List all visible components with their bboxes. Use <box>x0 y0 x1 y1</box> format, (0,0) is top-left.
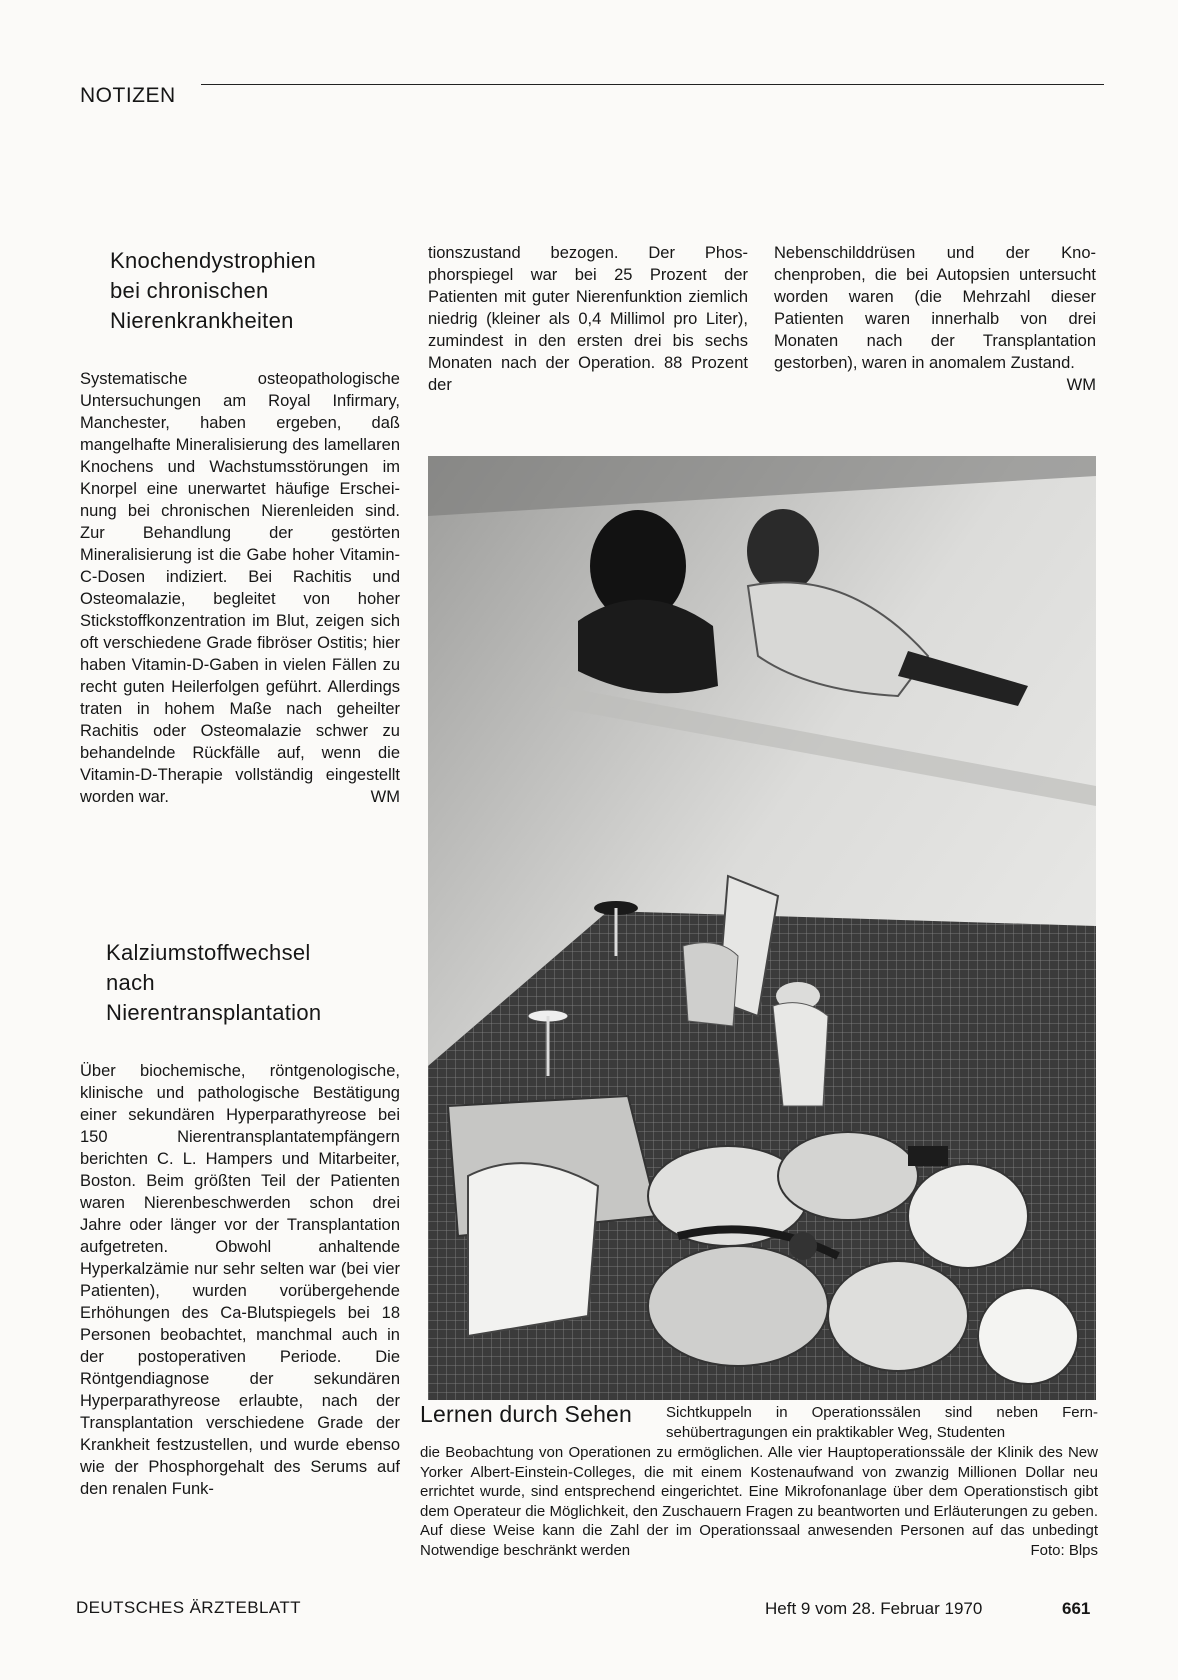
photo-caption-text: die Beobachtung von Operationen zu ermöglichen. Alle vier Hauptoperationssäle der Klinik des New Yorker Albert-Einstein-Colleges, die mit einem Kostenaufwand von zwanzig Millionen Dollar neu errichtet wurde, sind entsprechend eingerichtet. Eine Mikrofonanlage über dem Operationstisch gibt dem Operateur die Möglichkeit, den Zuschauern Fragen zu beantworten und Erläuterungen zu geben. Auf diese Weise kann die Zahl der im Operationssaal anwesenden Personen auf das unbedingt Notwendige beschränkt werden <box>420 1444 1098 1559</box>
article2-body-col2: tionszustand bezogen. Der Phosphorspiegel war bei 25 Prozent der Patienten mit guter Nierenfunktion ziemlich niedrig (kleiner als 0,4 Millimol pro Liter), zumindest in den ersten drei bis sechs Monaten nach der Operation. 88 Prozent der <box>428 244 748 394</box>
article2-title-line: Nierentransplantation <box>106 1000 322 1025</box>
article2-body-col3 <box>774 242 1096 396</box>
section-divider <box>201 84 1104 85</box>
article2-title <box>106 938 321 1028</box>
footer-issue-date: Heft 9 vom 28. Februar 1970 <box>765 1599 983 1618</box>
article1-title-line: Nierenkrankheiten <box>110 308 294 333</box>
operating-room-photo <box>428 456 1096 1400</box>
article2-title-line: Kalziumstoffwechsel <box>106 940 311 965</box>
article2-body-col3-text: Nebenschilddrüsen und der Knochenproben, die bei Autopsien untersucht worden waren (die Mehrzahl dieser Patienten waren innerhalb von drei Monaten nach der Transplantation gestorben), waren in anomalem Zustand. <box>774 244 1096 372</box>
article2-signature: WM <box>1066 376 1096 394</box>
article1-title-line: Knochendystrophien <box>110 248 316 273</box>
footer-journal-name: DEUTSCHES ÄRZTEBLATT <box>76 1598 301 1617</box>
photo-caption-body <box>420 1443 1098 1561</box>
article2-title-line: nach <box>106 970 155 995</box>
article1-signature: WM <box>370 788 400 806</box>
article2-body-col1: Über biochemische, röntgenologische, klinische und pathologische Bestätigung einer sekundären Hyperparathyreose bei 150 Nierentransplantatempfängern berichten C. L. Hampers und Mitarbeiter, Boston. Beim größten Teil der Patienten waren Nierenbeschwerden schon drei Jahre oder länger vor der Transplantation aufgetreten. Obwohl anhaltende Hyperkalzämie nur sehr selten war (bei vier Patienten), wurden vorübergehende Erhöhungen des Ca-Blutspiegels bei 18 Personen beobachtet, manchmal auch in der postoperativen Periode. Die Röntgendiagnose der sekundären Hyperparathyreose erlaubte, nach der Transplantation verschiedene Grade der Krankheit festzustellen, und wurde ebenso wie der Phosphorgehalt des Serums auf den renalen Funk- <box>80 1062 400 1498</box>
article1-body <box>80 368 400 808</box>
photo-caption-title: Lernen durch Sehen <box>420 1401 633 1427</box>
footer-page-number: 661 <box>1062 1599 1091 1618</box>
article1-title-line: bei chronischen <box>110 278 269 303</box>
article1-body-text: Systematische osteopathologische Untersuchungen am Royal Infirmary, Manchester, haben ergeben, daß mangelhafte Mineralisierung des lamellaren Knochens und Wachstumsstörungen im Knorpel eine unerwartet häufige Erscheinung bei chronischen Nierenleiden sind. Zur Behandlung der gestörten Mineralisierung ist die Gabe hoher Vitamin-C-Dosen indiziert. Bei Rachitis und Osteomalazie, begleitet von hoher Stickstoffkonzentration im Blut, zeigen sich oft verschiedene Grade fibröser Ostitis; hier haben Vitamin-D-Gaben in vielen Fällen zu recht guten Heilerfolgen geführt. Allerdings traten in hohem Maße nach geheilter Rachitis oder Osteomalazie schwer zu behandelnde Rückfälle auf, wenn die Vitamin-D-Therapie vollständig eingestellt worden war. <box>80 370 400 806</box>
article1-title <box>110 246 316 336</box>
section-label: NOTIZEN <box>80 84 176 107</box>
photo-caption-lead: Sichtkuppeln in Operationssälen sind neben Fernsehübertragungen ein praktikabler Weg, Studenten <box>666 1404 1098 1441</box>
photo-credit: Foto: Blps <box>1030 1541 1098 1559</box>
